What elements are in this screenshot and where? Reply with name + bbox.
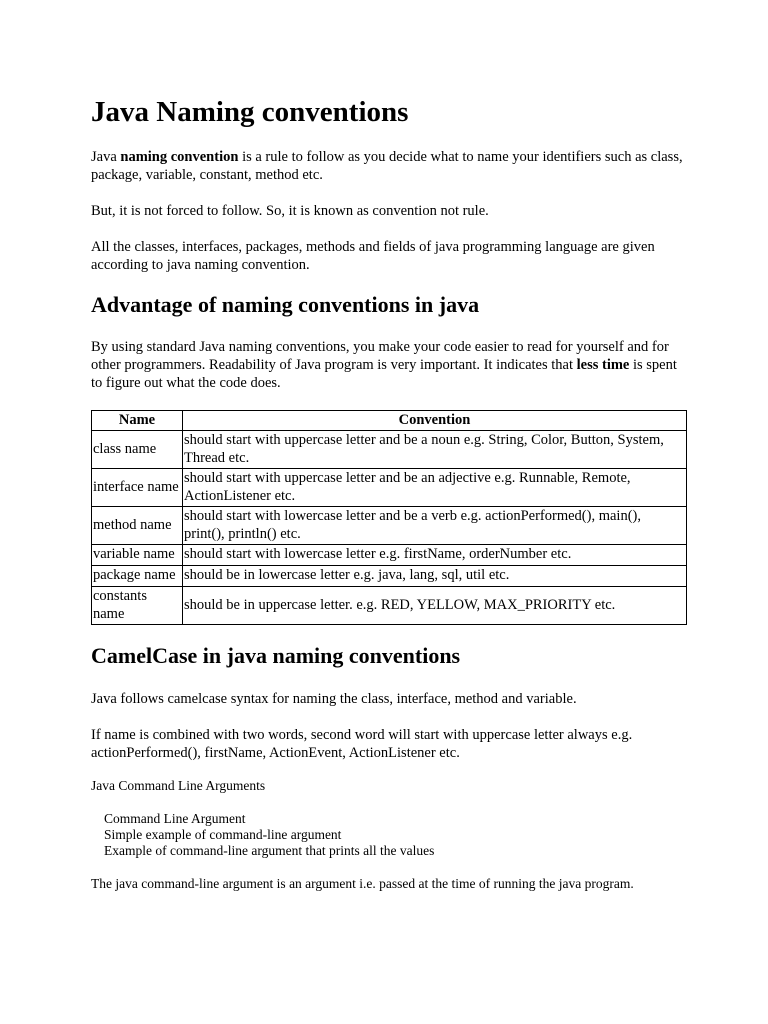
cell-convention: should start with lowercase letter and be a verb e.g. actionPerformed(), main(), print(), println() etc.	[183, 507, 687, 545]
paragraph-all-classes: All the classes, interfaces, packages, methods and fields of java programming language are given according to java naming convention.	[91, 239, 655, 273]
table-row	[92, 507, 687, 545]
cell-name: package name	[92, 566, 183, 587]
cell-convention: should start with lowercase letter e.g. firstName, orderNumber etc.	[183, 545, 687, 566]
table-header-row	[92, 411, 687, 431]
cell-convention: should start with uppercase letter and be an adjective e.g. Runnable, Remote, ActionListener etc.	[183, 469, 687, 507]
heading-camelcase: CamelCase in java naming conventions	[91, 643, 461, 668]
intro-bold-term: naming convention	[120, 149, 239, 165]
table-row	[92, 545, 687, 566]
intro-paragraph	[91, 148, 687, 184]
cell-name: class name	[92, 431, 183, 469]
cell-convention: should start with uppercase letter and be a noun e.g. String, Color, Button, System, Thread etc.	[183, 431, 687, 469]
advantage-bold-term: less time	[576, 357, 630, 373]
cell-name: interface name	[92, 469, 183, 507]
table-row	[92, 566, 687, 587]
cmd-args-title: Java Command Line Arguments	[91, 778, 266, 793]
heading-advantage: Advantage of naming conventions in java	[91, 292, 480, 317]
paragraph-not-forced: But, it is not forced to follow. So, it is known as convention not rule.	[91, 203, 489, 219]
cell-convention: should be in lowercase letter e.g. java, lang, sql, util etc.	[183, 566, 687, 587]
cell-convention: should be in uppercase letter. e.g. RED, YELLOW, MAX_PRIORITY etc.	[183, 587, 687, 625]
camelcase-paragraph-1: Java follows camelcase syntax for naming the class, interface, method and variable.	[91, 691, 577, 707]
cmd-args-paragraph: The java command-line argument is an argument i.e. passed at the time of running the java program.	[91, 876, 634, 891]
page-title: Java Naming conventions	[91, 96, 409, 128]
cmd-link-prints-all-values[interactable]: Example of command-line argument that prints all the values	[104, 843, 435, 858]
advantage-paragraph	[91, 338, 687, 392]
document-content	[91, 90, 687, 892]
cmd-args-links	[91, 811, 687, 859]
camelcase-paragraph-2: If name is combined with two words, second word will start with uppercase letter always e.g. actionPerformed(), firstName, ActionEvent, ActionListener etc.	[91, 727, 633, 761]
table-row	[92, 587, 687, 625]
header-convention: Convention	[183, 411, 687, 431]
table-row	[92, 469, 687, 507]
cmd-link-simple-example[interactable]: Simple example of command-line argument	[104, 827, 342, 842]
header-name: Name	[92, 411, 183, 431]
advantage-text-end: is spent to figure out what the code does.	[91, 357, 677, 391]
advantage-text-start: By using standard Java naming conventions, you make your code easier to read for yourself and for other programmers. Readability of Java program is very important. It indicates that	[91, 339, 669, 373]
intro-text-end: is a rule to follow as you decide what to name your identifiers such as class, package, variable, constant, method etc.	[91, 149, 683, 183]
cell-name: constants name	[92, 587, 183, 625]
cell-name: variable name	[92, 545, 183, 566]
cmd-link-command-line-argument[interactable]: Command Line Argument	[104, 811, 246, 826]
cell-name: method name	[92, 507, 183, 545]
intro-text-start: Java	[91, 149, 121, 165]
table-row	[92, 431, 687, 469]
naming-conventions-table	[91, 410, 687, 625]
